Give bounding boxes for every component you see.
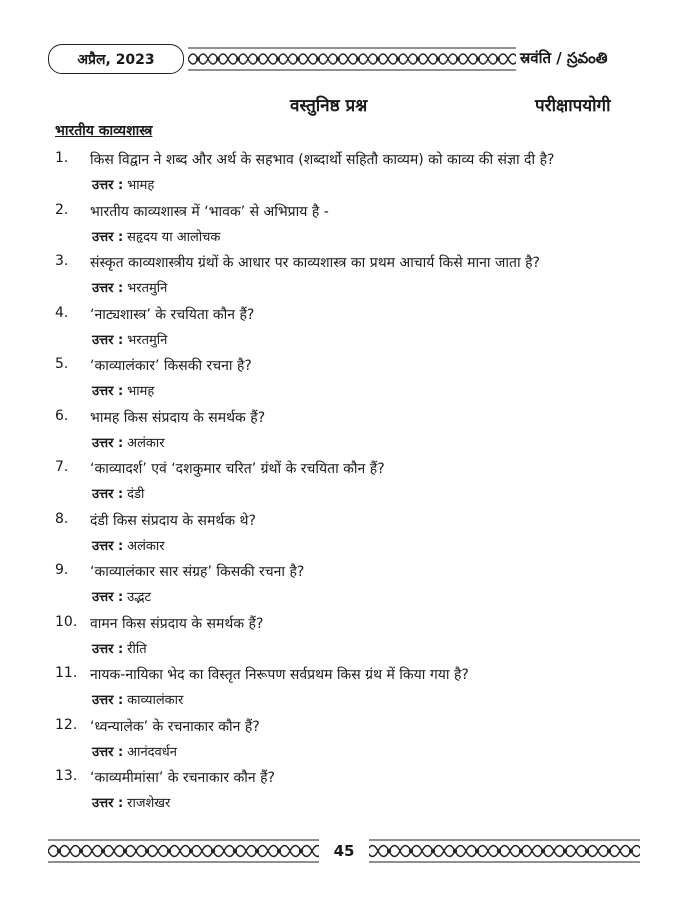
subject-heading: भारतीय काव्यशास्त्र <box>55 123 153 139</box>
question-item <box>0 459 680 511</box>
question-number: 2. <box>55 201 69 218</box>
answer <box>92 381 154 399</box>
answer <box>92 330 167 348</box>
answer-label: उत्तर : <box>92 538 124 554</box>
question-text: ‘काव्यादर्श’ एवं ‘दशकुमार चरित’ ग्रंथों के रचयिता कौन हैं? <box>90 461 385 477</box>
question-number: 1. <box>55 150 69 166</box>
answer <box>92 227 220 245</box>
question-text: ‘काव्यमीमांसा’ के रचनाकार कौन हैं? <box>90 770 275 786</box>
question-item <box>0 614 680 666</box>
question-list <box>0 150 680 820</box>
question-text: वामन किस संप्रदाय के समर्थक हैं? <box>90 615 264 632</box>
answer-label: उत्तर : <box>92 693 124 708</box>
answer-text: अलंकार <box>127 435 165 451</box>
question-number: 13. <box>55 768 78 784</box>
answer <box>92 278 167 296</box>
ornamental-border-header <box>188 46 516 72</box>
question-text: नायक-नायिका भेद का विस्तृत निरूपण सर्वप्रथम किस ग्रंथ में किया गया है? <box>90 667 469 683</box>
answer-text: आनंदवर्धन <box>127 744 177 760</box>
answer-label: उत्तर : <box>92 332 124 348</box>
question-item <box>0 202 680 254</box>
answer-text: भरतमुनि <box>127 332 168 348</box>
section-tag: परीक्षापयोगी <box>535 96 611 116</box>
question-number: 12. <box>55 716 78 733</box>
question-text: ‘काव्यालंकार’ किसकी रचना है? <box>90 358 252 374</box>
answer <box>92 690 183 708</box>
question-item <box>0 665 680 717</box>
answer-text: भामह <box>127 384 155 399</box>
question-number: 11. <box>55 665 78 681</box>
page-header <box>48 44 640 74</box>
answer <box>92 433 165 451</box>
question-text: भामह किस संप्रदाय के समर्थक हैं? <box>90 409 266 426</box>
question-item <box>0 253 680 305</box>
answer-text: भामह <box>127 178 155 193</box>
answer-label: उत्तर : <box>92 796 124 811</box>
answer-text: अलंकार <box>127 538 165 554</box>
answer <box>92 793 170 811</box>
question-number: 5. <box>55 356 69 372</box>
answer-text: काव्यालंकार <box>127 693 184 708</box>
answer-label: उत्तर : <box>92 384 124 399</box>
answer <box>92 587 151 605</box>
question-item <box>0 562 680 614</box>
answer-label: उत्तर : <box>92 590 124 605</box>
answer-label: उत्तर : <box>92 281 124 296</box>
question-item <box>0 150 680 202</box>
question-number: 7. <box>55 459 69 475</box>
issue-date: अप्रैल, 2023 <box>48 44 184 74</box>
answer-label: उत्तर : <box>92 641 124 657</box>
question-item <box>0 511 680 563</box>
section-header <box>0 93 680 119</box>
question-number: 9. <box>55 562 69 578</box>
question-number: 6. <box>55 407 69 424</box>
answer-label: उत्तर : <box>92 487 124 502</box>
question-text: दंडी किस संप्रदाय के समर्थक थे? <box>90 512 256 529</box>
question-item <box>0 408 680 460</box>
question-item <box>0 305 680 357</box>
question-text: ‘काव्यालंकार सार संग्रह’ किसकी रचना है? <box>90 564 305 580</box>
answer-text: सहृदय या आलोचक <box>127 229 221 245</box>
answer <box>92 175 154 193</box>
answer-text: दंडी <box>127 487 145 502</box>
answer <box>92 536 165 554</box>
magazine-title: स्रवंति / స్రవంతి <box>520 49 608 67</box>
section-title: वस्तुनिष्ठ प्रश्न <box>290 96 368 116</box>
question-text: संस्कृत काव्यशास्त्रीय ग्रंथों के आधार पर काव्यशास्त्र का प्रथम आचार्य किसे माना जाता है? <box>90 255 540 271</box>
question-number: 4. <box>55 304 69 321</box>
question-number: 8. <box>55 510 69 527</box>
question-text: ‘ध्वन्यालेक’ के रचनाकार कौन हैं? <box>90 718 260 735</box>
question-number: 10. <box>55 613 78 630</box>
answer <box>92 742 177 760</box>
question-number: 3. <box>55 253 69 269</box>
page-footer <box>48 838 640 864</box>
answer-text: रीति <box>127 641 147 657</box>
answer <box>92 639 147 657</box>
question-item <box>0 717 680 769</box>
question-item <box>0 768 680 820</box>
answer-label: उत्तर : <box>92 178 124 193</box>
answer-text: राजशेखर <box>127 796 171 811</box>
answer-label: उत्तर : <box>92 229 124 245</box>
question-text: ‘नाट्यशास्त्र’ के रचयिता कौन हैं? <box>90 306 255 323</box>
answer-label: उत्तर : <box>92 744 124 760</box>
answer-label: उत्तर : <box>92 435 124 451</box>
question-text: भारतीय काव्यशास्त्र में ‘भावक’ से अभिप्राय है - <box>90 203 329 220</box>
answer-text: भरतमुनि <box>127 281 168 296</box>
answer-text: उद्भट <box>127 590 152 605</box>
question-text: किस विद्वान ने शब्द और अर्थ के सहभाव (शब्दार्थो सहितौ काव्यम) को काव्य की संज्ञा दी है? <box>90 152 555 168</box>
answer <box>92 484 144 502</box>
page-number: 45 <box>319 838 369 864</box>
question-item <box>0 356 680 408</box>
